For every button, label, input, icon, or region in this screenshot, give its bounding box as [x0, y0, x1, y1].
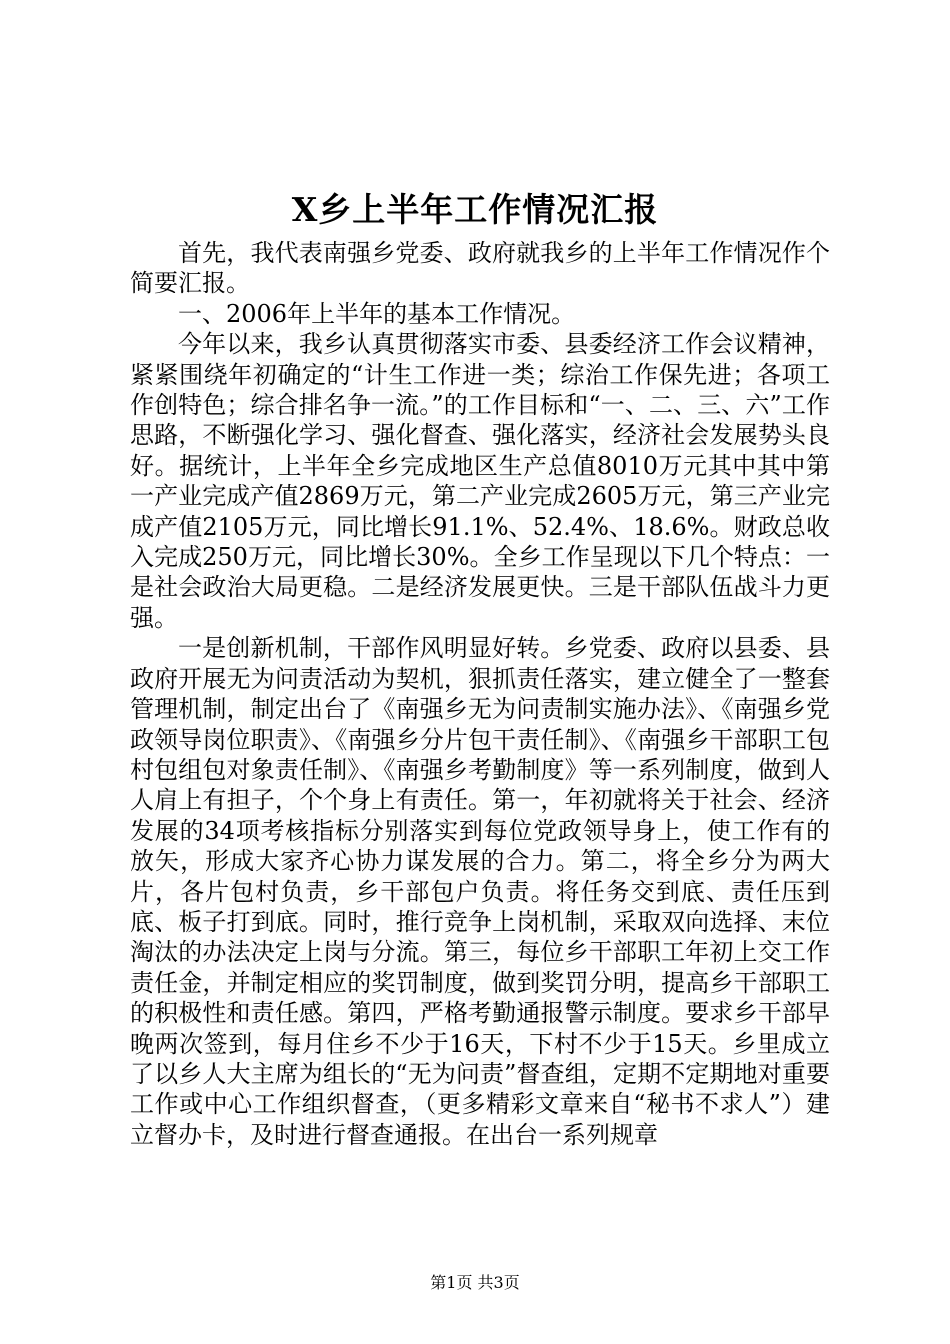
paragraph-overview: 今年以来，我乡认真贯彻落实市委、县委经济工作会议精神，紧紧围绕年初确定的“计生工作进一类；综治工作保先进；各项工作创特色；综合排名争一流。”的工作目标和“一、二、三、六”工作思路，不断强化学习、强化督查、强化落实，经济社会发展势头良好。据统计，上半年全乡完成地区生产总值8010万元其中其中第一产业完成产值2869万元，第二产业完成2605万元，第三产业完成产值2105万元，同比增长91.1%、52.4%、18.6%。财政总收入完成250万元，同比增长30%。全乡工作呈现以下几个特点：一是社会政治大局更稳。二是经济发展更快。三是干部队伍战斗力更强。 — [130, 330, 830, 632]
paragraph-mechanism: 一是创新机制，干部作风明显好转。乡党委、政府以县委、县政府开展无为问责活动为契机，狠抓责任落实，建立健全了一整套管理机制，制定出台了《南强乡无为问责制实施办法》、《南强乡党政领导岗位职责》、《南强乡分片包干责任制》、《南强乡干部职工包村包组包对象责任制》、《南强乡考勤制度》等一系列制度，做到人人肩上有担子，个个身上有责任。第一，年初就将关于社会、经济发展的34项考核指标分别落实到每位党政领导身上，使工作有的放矢，形成大家齐心协力谋发展的合力。第二，将全乡分为两大片，各片包村负责，乡干部包户负责。将任务交到底、责任压到底、板子打到底。同时，推行竞争上岗机制，采取双向选择、末位淘汰的办法决定上岗与分流。第三，每位乡干部职工年初上交工作责任金，并制定相应的奖罚制度，做到奖罚分明，提高乡干部职工的积极性和责任感。第四，严格考勤通报警示制度。要求乡干部早晚两次签到，每月住乡不少于16天，下村不少于15天。乡里成立了以乡人大主席为组长的“无为问责”督查组，定期不定期地对重要工作或中心工作组织督查，（更多精彩文章来自“秘书不求人”）建立督办卡，及时进行督查通报。在出台一系列规章 — [130, 634, 830, 1149]
document-body — [130, 238, 830, 1150]
section-heading: 一、2006年上半年的基本工作情况。 — [178, 299, 576, 328]
document-title: X乡上半年工作情况汇报 — [291, 190, 659, 229]
page-footer: 第1页 共3页 — [430, 1273, 520, 1292]
paragraph-intro: 首先，我代表南强乡党委、政府就我乡的上半年工作情况作个简要汇报。 — [130, 239, 830, 298]
